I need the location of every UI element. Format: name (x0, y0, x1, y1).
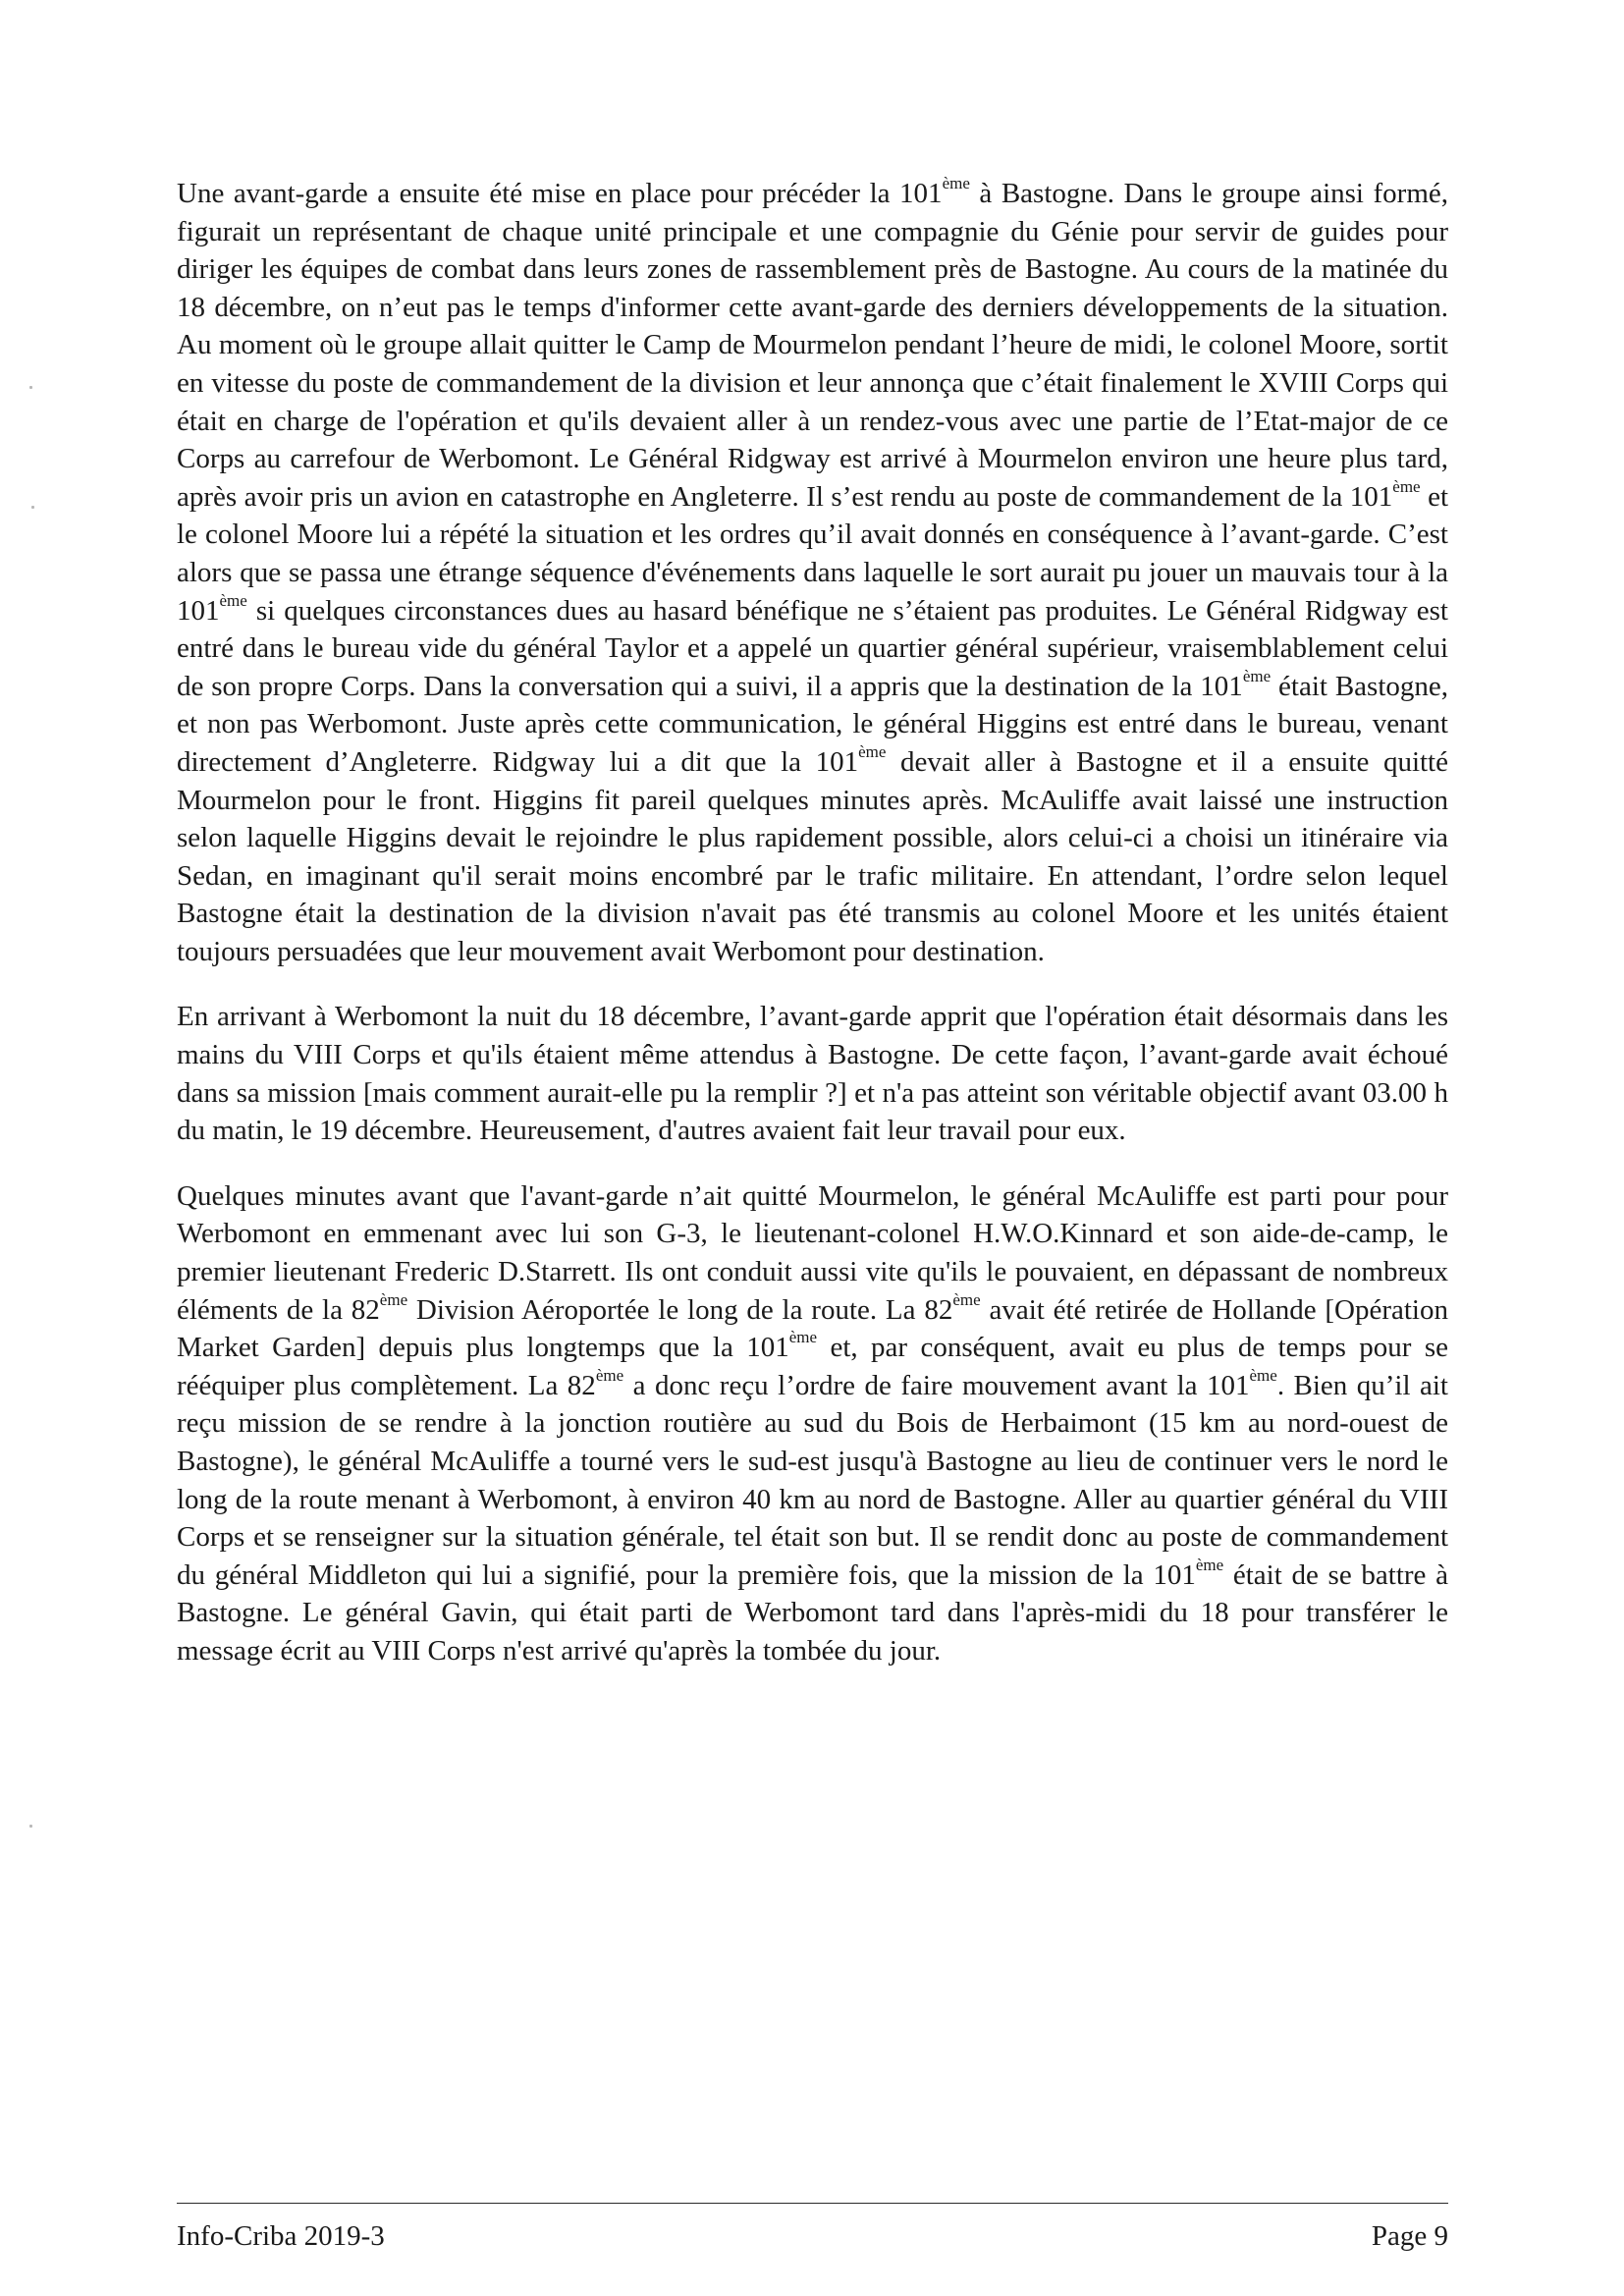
paragraph-1: Une avant-garde a ensuite été mise en place pour précéder la 101ème à Bastogne. Dans le groupe ainsi formé, figurait un représentant de chaque unité principale et une compagnie du Génie pour servir de guides pour diriger les équipes de combat dans leurs zones de rassemblement près de Bastogne. Au cours de la matinée du 18 décembre, on n’eut pas le temps d'informer cette avant-garde des derniers développements de la situation. Au moment où le groupe allait quitter le Camp de Mourmelon pendant l’heure de midi, le colonel Moore, sortit en vitesse du poste de commandement de la division et leur annonça que c’était finalement le XVIII Corps qui était en charge de l'opération et qu'ils devaient aller à un rendez-vous avec une partie de l’Etat-major de ce Corps au carrefour de Werbomont. Le Général Ridgway est arrivé à Mourmelon environ une heure plus tard, après avoir pris un avion en catastrophe en Angleterre. Il s’est rendu au poste de commandement de la 101ème et le colonel Moore lui a répété la situation et les ordres qu’il avait donnés en conséquence à l’avant-garde. C’est alors que se passa une étrange séquence d'événements dans laquelle le sort aurait pu jouer un mauvais tour à la 101ème si quelques circonstances dues au hasard bénéfique ne s’étaient pas produites. Le Général Ridgway est entré dans le bureau vide du général Taylor et a appelé un quartier général supérieur, vraisemblablement celui de son propre Corps. Dans la conversation qui a suivi, il a appris que la destination de la 101ème était Bastogne, et non pas Werbomont. Juste après cette communication, le général Higgins est entré dans le bureau, venant directement d’Angleterre. Ridgway lui a dit que la 101ème devait aller à Bastogne et il a ensuite quitté Mourmelon pour le front. Higgins fit pareil quelques minutes après. McAuliffe avait laissé une instruction selon laquelle Higgins devait le rejoindre le plus rapidement possible, alors celui-ci a choisi un itinéraire via Sedan, en imaginant qu'il serait moins encombré par le trafic militaire. En attendant, l’ordre selon lequel Bastogne était la destination de la division n'avait pas été transmis au colonel Moore et les unités étaient toujours persuadées que leur mouvement avait Werbomont pour destination. (177, 174, 1449, 967)
ordinal-superscript: ème (595, 1365, 624, 1385)
ordinal-superscript: ème (858, 741, 887, 761)
body-text (177, 175, 1448, 1698)
scan-speck (29, 386, 32, 389)
scan-speck (31, 506, 34, 509)
scan-speck (29, 1825, 32, 1828)
ordinal-superscript: ème (942, 174, 970, 192)
paragraph-2: En arrivant à Werbomont la nuit du 18 décembre, l’avant-garde apprit que l'opération était désormais dans les mains du VIII Corps et qu'ils étaient même attendus à Bastogne. De cette façon, l’avant-garde avait échoué dans sa mission [mais comment aurait-elle pu la remplir ?] et n'a pas atteint son véritable objectif avant 03.00 h du matin, le 19 décembre. Heureusement, d'autres avaient fait leur travail pour eux. (177, 1001, 1448, 1147)
paragraph-3: Quelques minutes avant que l'avant-garde n’ait quitté Mourmelon, le général McAuliffe est parti pour pour Werbomont en emmenant avec lui son G-3, le lieutenant-colonel H.W.O.Kinnard et son aide-de-camp, le premier lieutenant Frederic D.Starrett. Ils ont conduit aussi vite qu'ils le pouvaient, en dépassant de nombreux éléments de la 82ème Division Aéroportée le long de la route. La 82ème avait été retirée de Hollande [Opération Market Garden] depuis plus longtemps que la 101ème et, par conséquent, avait eu plus de temps pour se rééquiper plus complètement. La 82ème a donc reçu l’ordre de faire mouvement avant la 101ème. Bien qu’il ait reçu mission de se rendre à la jonction routière au sud du Bois de Herbaimont (15 km au nord-ouest de Bastogne), le général McAuliffe a tourné vers le sud-est jusqu'à Bastogne au lieu de continuer vers le nord le long de la route menant à Werbomont, à environ 40 km au nord de Bastogne. Aller au quartier général du VIII Corps et se renseigner sur la situation générale, tel était son but. Il se rendit donc au poste de commandement du général Middleton qui lui a signifié, pour la première fois, que la mission de la 101ème était de se battre à Bastogne. Le général Gavin, qui était parti de Werbomont tard dans l'après-midi du 18 pour transférer le message écrit au VIII Corps n'est arrivé qu'après la tombée du jour. (177, 1179, 1448, 1667)
ordinal-superscript: ème (1195, 1555, 1224, 1574)
footer-publication: Info-Criba 2019-3 (177, 2220, 385, 2252)
ordinal-superscript: ème (219, 590, 247, 610)
footer-page-number: Page 9 (1371, 2220, 1448, 2252)
ordinal-superscript: ème (952, 1289, 981, 1309)
page-footer (177, 2217, 1448, 2255)
ordinal-superscript: ème (1392, 476, 1421, 496)
ordinal-superscript: ème (379, 1289, 408, 1309)
ordinal-superscript: ème (1242, 666, 1272, 685)
ordinal-superscript: ème (1249, 1365, 1277, 1385)
footer-divider (177, 2203, 1448, 2204)
ordinal-superscript: ème (788, 1328, 818, 1347)
